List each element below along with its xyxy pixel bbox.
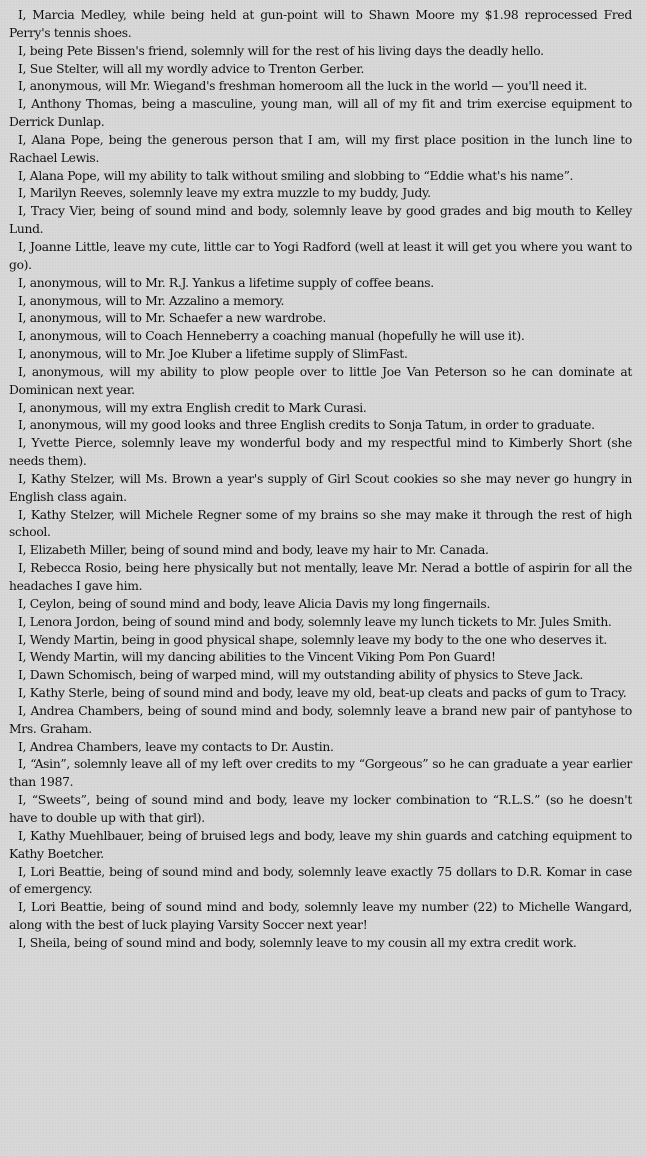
will-entry: I, “Asin”, solemnly leave all of my left over credits to my “Gorgeous” so he can graduate a year earlier than 1987. — [9, 757, 632, 790]
will-entry: I, anonymous, will to Mr. Schaefer a new wardrobe. — [18, 311, 327, 326]
will-entry: I, Dawn Schomisch, being of warped mind, will my outstanding ability of physics to Steve Jack. — [18, 668, 584, 683]
will-entry: I, Alana Pope, being the generous person that I am, will my first place position in the lunch line to Rachael Lewis. — [9, 132, 632, 165]
will-entry: I, Andrea Chambers, being of sound mind and body, solemnly leave a brand new pair of pantyhose to Mrs. Graham. — [9, 703, 632, 736]
will-entry: I, being Pete Bissen's friend, solemnly will for the rest of his living days the deadly hello. — [18, 43, 544, 58]
will-entry: I, anonymous, will to Mr. Joe Kluber a lifetime supply of SlimFast. — [18, 347, 408, 362]
will-entry: I, Kathy Sterle, being of sound mind and body, leave my old, beat-up cleats and packs of gum to Tracy. — [18, 686, 627, 701]
will-entry: I, Lenora Jordon, being of sound mind and body, solemnly leave my lunch tickets to Mr. Jules Smith. — [18, 614, 612, 629]
will-entry: I, Sue Stelter, will all my wordly advice to Trenton Gerber. — [18, 61, 365, 76]
will-entry: I, anonymous, will my extra English credit to Mark Curasi. — [18, 400, 367, 415]
will-entry: I, Kathy Muehlbauer, being of bruised legs and body, leave my shin guards and catching equipment to Kathy Boetcher. — [9, 828, 632, 861]
will-entry: I, Andrea Chambers, leave my contacts to Dr. Austin. — [18, 739, 334, 754]
will-entry: I, Marilyn Reeves, solemnly leave my extra muzzle to my buddy, Judy. — [18, 186, 431, 201]
will-entry: I, Elizabeth Miller, being of sound mind and body, leave my hair to Mr. Canada. — [18, 543, 489, 558]
will-entry: I, anonymous, will my good looks and three English credits to Sonja Tatum, in order to graduate. — [18, 418, 595, 433]
will-entry: I, Wendy Martin, will my dancing abilities to the Vincent Viking Pom Pon Guard! — [18, 650, 496, 665]
will-entry: I, “Sweets”, being of sound mind and body, leave my locker combination to “R.L.S.” (so he doesn't have to double up with that girl). — [9, 793, 632, 825]
wills-list — [9, 7, 632, 953]
will-entry: I, Rebecca Rosio, being here physically but not mentally, leave Mr. Nerad a bottle of aspirin for all the headaches I gave him. — [9, 561, 632, 593]
will-entry: I, Ceylon, being of sound mind and body, leave Alicia Davis my long fingernails. — [18, 596, 491, 611]
will-entry: I, Tracy Vier, being of sound mind and body, solemnly leave by good grades and big mouth to Kelley Lund. — [9, 204, 632, 237]
will-entry: I, anonymous, will to Coach Henneberry a coaching manual (hopefully he will use it). — [18, 329, 525, 344]
will-entry: I, Wendy Martin, being in good physical shape, solemnly leave my body to the one who deserves it. — [18, 632, 608, 647]
will-entry: I, anonymous, will my ability to plow people over to little Joe Van Peterson so he can dominate at Dominican next year. — [9, 364, 632, 397]
will-entry: I, anonymous, will to Mr. Azzalino a memory. — [18, 293, 285, 308]
will-entry: I, Marcia Medley, while being held at gun-point will to Shawn Moore my $1.98 reprocessed Fred Perry's tennis shoes. — [9, 8, 632, 40]
will-entry: I, anonymous, will to Mr. R.J. Yankus a lifetime supply of coffee beans. — [18, 275, 434, 290]
will-entry: I, Lori Beattie, being of sound mind and body, solemnly leave exactly 75 dollars to D.R. Komar in case of emergency. — [9, 864, 632, 897]
will-entry: I, Joanne Little, leave my cute, little car to Yogi Radford (well at least it will get you where you want to go). — [9, 239, 632, 272]
will-entry: I, Yvette Pierce, solemnly leave my wonderful body and my respectful mind to Kimberly Short (she needs them). — [9, 436, 632, 469]
will-entry: I, Kathy Stelzer, will Ms. Brown a year's supply of Girl Scout cookies so she may never go hungry in English class again. — [9, 471, 632, 504]
will-entry: I, Anthony Thomas, being a masculine, young man, will all of my fit and trim exercise equipment to Derrick Dunlap. — [9, 97, 632, 130]
will-entry: I, Kathy Stelzer, will Michele Regner some of my brains so she may make it through the rest of high school. — [9, 507, 632, 540]
will-entry: I, Lori Beattie, being of sound mind and body, solemnly leave my number (22) to Michelle Wangard, along with the best of luck playing Varsity Soccer next year! — [9, 900, 632, 933]
will-entry: I, Alana Pope, will my ability to talk without smiling and slobbing to “Eddie what's his name”. — [18, 168, 574, 183]
will-entry: I, Sheila, being of sound mind and body, solemnly leave to my cousin all my extra credit work. — [18, 935, 577, 950]
will-entry: I, anonymous, will Mr. Wiegand's freshman homeroom all the luck in the world — you'll need it. — [18, 79, 588, 94]
